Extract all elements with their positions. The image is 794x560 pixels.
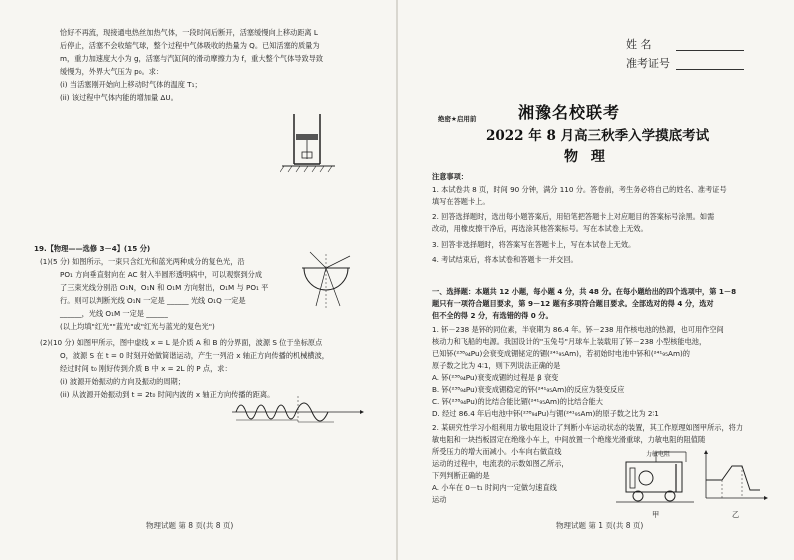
- q19-part2-line-1: (2)(10 分) 如图甲所示，图中虚线 x = L 是介质 A 和 B 的分界面，波源 S 位于坐标原点: [40, 338, 323, 347]
- q1-option-c: C. 钚(²³⁸₉₄Pu)的比结合能比镅(²⁴¹₉₅Am)的比结合能大: [432, 397, 603, 406]
- wave-figure: [228, 392, 368, 428]
- q1-option-a: A. 钚(²³⁸₉₄Pu)衰变成镅的过程是 β 衰变: [432, 373, 559, 382]
- figure-jia-label: 甲: [652, 510, 660, 519]
- q19-part1-line-5: ______，光线 O₁M 一定是 ______: [60, 309, 168, 318]
- q1-option-d: D. 经过 86.4 年后电池中钚(²³⁸₉₄Pu)与镅(²⁴¹₉₅Am)的原子数之比为 2∶1: [432, 409, 659, 418]
- notes-header: 注意事项：: [432, 172, 468, 181]
- left-top-line-4: 缓慢为，外界大气压为 p₀。求：: [60, 67, 164, 76]
- left-top-line-3: m，重力加速度大小为 g，活塞与汽缸间的滑动摩擦力为 f，重大整个气体导致导致: [60, 54, 324, 63]
- q19-part2-line-5: (ii) 从波源开始振动到 t = 2t₀ 时间内波的 x 轴正方向传播的距离。: [60, 390, 275, 399]
- q1-line-1: 1. 钚－238 是钚的同位素，半衰期为 86.4 年。钚－238 用作核电池的热源，也可用作空间: [432, 325, 724, 334]
- semicircle-prism-figure: [296, 250, 356, 312]
- exam-number-label: 准考证号: [626, 57, 670, 70]
- left-top-line-2: 后停止，活塞不会收缩气球，整个过程中气体吸收的热量为 Q。已知活塞的质量为: [60, 41, 320, 50]
- q2-line-5: 下列判断正确的是: [432, 471, 490, 480]
- q2-line-2: 敏电阻和一块挡板固定在绝缘小车上，中间放置一个绝缘光滑重球，力敏电阻的阻值随: [432, 435, 706, 444]
- q19-header: 19.【物理——选修 3－4】(15 分): [34, 244, 151, 253]
- q19-part1-line-2: PO₁ 方向垂直射向在 AC 射入半圆形透明病中，可以观察到分成: [60, 270, 263, 279]
- subject-title: 物 理: [564, 149, 609, 165]
- q1-line-4: 原子数之比为 4∶1，则下列说法正确的是: [432, 361, 561, 370]
- section1-line-3: 但不全的得 2 分，有选错的得 0 分。: [432, 311, 553, 320]
- q2-line-4: 运动的过程中，电流表的示数如图乙所示，: [432, 459, 569, 468]
- exam-title-2: 2022 年 8 月高三秋季入学摸底考试: [486, 128, 710, 144]
- note-line-4: 改动，用橡皮擦干净后，再选涂其他答案标号。写在本试卷上无效。: [432, 224, 648, 233]
- q19-part1-line-3: 了三束光线分别沿 O₁N，O₁N 和 O₁M 方向射出，O₁M 与 PO₁ 平: [60, 283, 269, 292]
- left-top-line-1: 恰好不再流，现接通电热丝加热气体，一段时间后断开，活塞缓慢向上移动距离 L: [60, 28, 318, 37]
- note-line-3: 2. 回答选择题时，选出每小题答案后，用铅笔把答题卡上对应题目的答案标号涂黑。如需: [432, 212, 715, 221]
- left-page: [0, 0, 396, 560]
- section1-line-1: 一、选择题：本题共 12 小题，每小题 4 分，共 48 分。在每小题给出的四个选项中，第 1－8: [432, 287, 737, 296]
- current-graph-figure-yi: [698, 450, 768, 506]
- note-line-5: 3. 回答非选择题时，将答案写在答题卡上，写在本试卷上无效。: [432, 240, 636, 249]
- note-line-1: 1. 本试卷共 8 页，时间 90 分钟，满分 110 分。答卷前，考生务必将自己的姓名、准考证号: [432, 185, 727, 194]
- q19-part2-line-4: (i) 波源开始振动的方向及振动的周期；: [60, 377, 185, 386]
- exam-number-underline[interactable]: [676, 69, 744, 70]
- figure-yi-label: 乙: [732, 510, 740, 519]
- note-line-6: 4. 考试结束后，将本试卷和答题卡一并交回。: [432, 255, 578, 264]
- left-top-line-5: (i) 当活塞刚开始向上移动时气体的温度 T₁；: [60, 80, 202, 89]
- right-page-footer: 物理试题 第 1 页(共 8 页): [556, 521, 644, 530]
- q1-line-3: 已知钚(²³⁸₉₄Pu)会衰变成镅铋定的镅(²⁴¹₉₅Am)，若初始时电池中钚和(²⁴¹₉₅Am)的: [432, 349, 690, 358]
- q1-option-b: B. 钚(²³⁸₉₄Pu)衰变成镅稳定的钚(²⁴¹₉₅Am)的反应为裂变反应: [432, 385, 625, 394]
- confidential-mark: 绝密★启用前: [438, 115, 477, 123]
- note-line-2: 填写在答题卡上。: [432, 197, 490, 206]
- q19-part1-line-4: 行。则可以判断光线 O₁N 一定是 ______ 光线 O₁Q 一定是: [60, 296, 246, 305]
- name-label: 姓 名: [626, 38, 652, 51]
- left-top-line-6: (ii) 该过程中气体内能的增加量 ΔU。: [60, 93, 178, 102]
- q19-part1-line-6: (以上均填"红光""蓝光"或"红光与蓝光的复色光"): [60, 322, 215, 331]
- exam-title-1: 湘豫名校联考: [518, 103, 621, 122]
- q19-part2-line-2: O，波源 S 在 t = 0 时刻开始做简谐运动，产生一列沿 x 轴正方向传播的机械横波，: [60, 351, 329, 360]
- q19-part2-line-3: 经过时间 t₀ 刚好传到介质 B 中 x = 2L 的 P 点，求：: [60, 364, 232, 373]
- q2-line-1: 2. 某研究性学习小组利用力敏电阻设计了判断小车运动状态的装置，其工作原理如图甲所示，将力: [432, 423, 744, 432]
- piston-cylinder-figure: [280, 104, 350, 184]
- section1-line-2: 题只有一项符合题目要求，第 9－12 题有多项符合题目要求。全部选对的得 4 分，选对: [432, 299, 714, 308]
- q2-option-a: A. 小车在 0－t₁ 时间内一定做匀速直线: [432, 483, 557, 492]
- q2-line-3: 所受压力的增大而减小。小车向右做直线: [432, 447, 562, 456]
- q2-option-a-cont: 运动: [432, 495, 447, 504]
- q19-part1-line-1: (1)(5 分) 如图所示，一束只含红光和蓝光两种成分的复色光，沿: [40, 257, 245, 266]
- q1-line-2: 核动力和飞船的电源。我国设计的"玉兔号"月球车上装载用了钚－238 小型核能电池，: [432, 337, 707, 346]
- right-page: [398, 0, 794, 560]
- name-underline[interactable]: [676, 50, 744, 51]
- left-page-footer: 物理试题 第 8 页(共 8 页): [146, 521, 234, 530]
- force-sensor-label: 力敏电阻: [646, 451, 671, 458]
